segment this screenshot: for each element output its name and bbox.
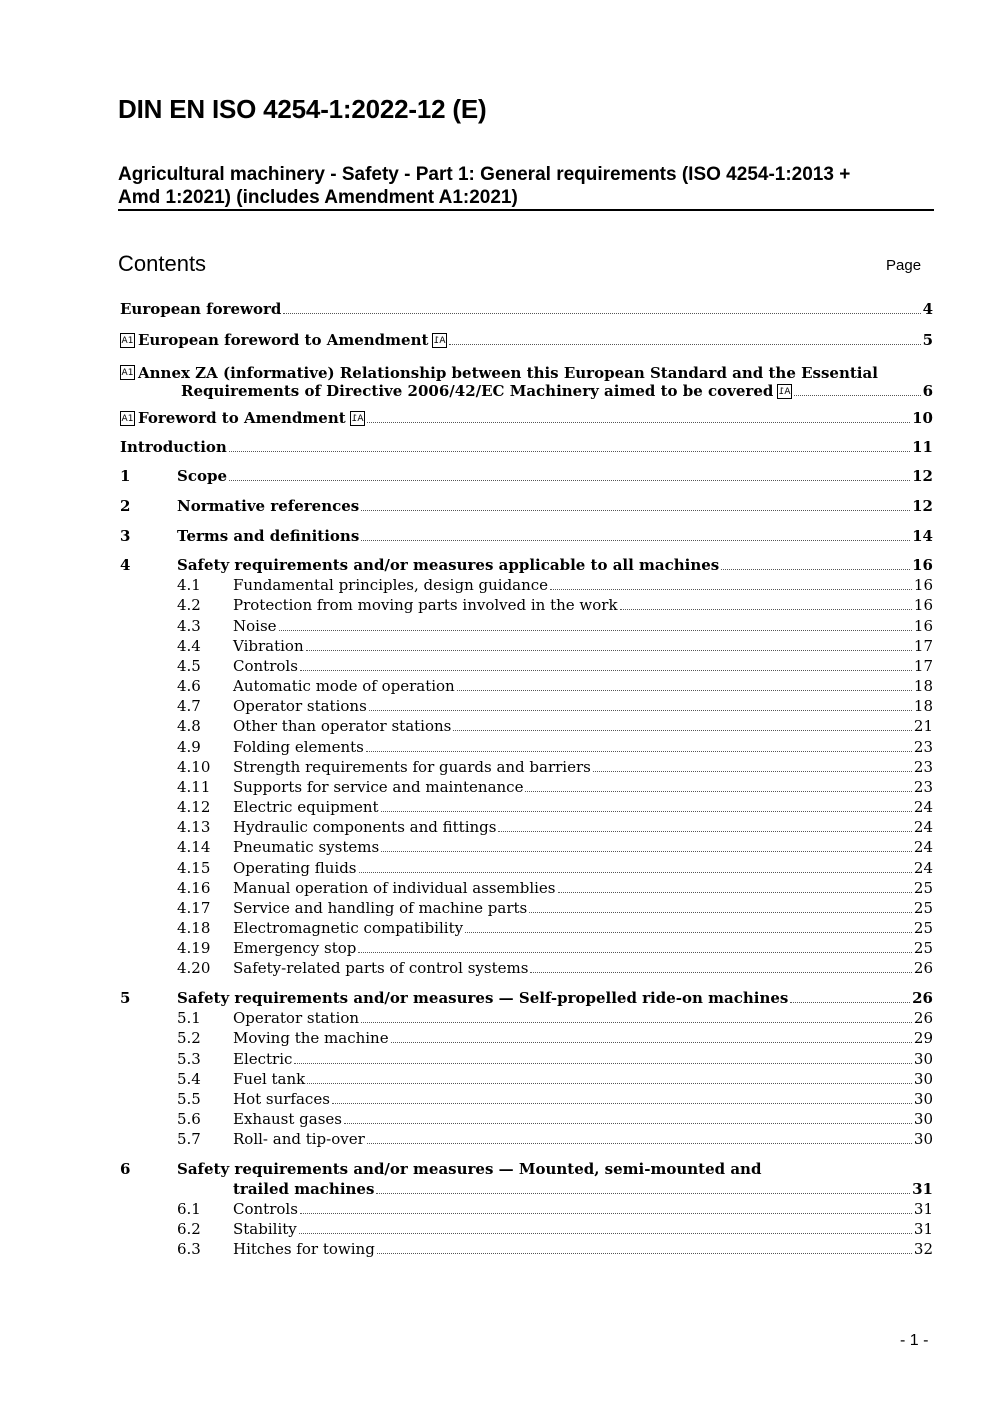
amendment-end-icon: A1 [432, 333, 447, 348]
toc-number: 4.19 [177, 939, 211, 957]
toc-number: 4.12 [177, 798, 211, 816]
toc-title: Safety requirements and/or measures — Mounted, semi-mounted and [177, 1160, 762, 1178]
toc-page: 12 [912, 497, 933, 515]
toc-number: 5.5 [177, 1090, 201, 1108]
toc-page: 14 [912, 527, 933, 545]
toc-number: 4.16 [177, 879, 211, 897]
toc-page: 31 [913, 1220, 933, 1238]
toc-number: 4.17 [177, 899, 211, 917]
toc-number: 1 [120, 467, 131, 485]
toc-title: Vibration [233, 637, 304, 655]
footer-page-number: - 1 - [900, 1332, 929, 1349]
toc-page: 17 [913, 657, 933, 675]
toc-number: 6.3 [177, 1240, 201, 1258]
toc-title: Service and handling of machine parts [233, 899, 528, 917]
toc-number: 4.7 [177, 697, 201, 715]
toc-page: 6 [922, 382, 933, 400]
toc-number: 5.2 [177, 1029, 201, 1047]
document-id: DIN EN ISO 4254-1:2022-12 (E) [118, 94, 487, 124]
toc-title: Pneumatic systems [233, 838, 380, 856]
toc-title: Hydraulic components and fittings [233, 818, 497, 836]
toc-title: Moving the machine [233, 1029, 389, 1047]
toc-number: 4.1 [177, 576, 201, 594]
toc-title: Supports for service and maintenance [233, 778, 524, 796]
toc-title: Fundamental principles, design guidance [233, 576, 549, 594]
amendment-start-icon: A1 [120, 333, 135, 348]
toc-page: 31 [913, 1200, 933, 1218]
toc-title: Safety requirements and/or measures — Self-propelled ride-on machines [177, 989, 789, 1007]
toc-number: 4.6 [177, 677, 201, 695]
toc-number: 5.1 [177, 1009, 201, 1027]
toc-page: 26 [912, 989, 933, 1007]
toc-title: Operating fluids [233, 859, 357, 877]
toc-title: Fuel tank [233, 1070, 306, 1088]
toc-title: European foreword to Amendment [138, 331, 429, 349]
toc-page: 30 [913, 1090, 933, 1108]
toc-title: Exhaust gases [233, 1110, 342, 1128]
toc-page: 26 [913, 1009, 933, 1027]
toc-title: Terms and definitions [177, 527, 360, 545]
toc-number: 4.11 [177, 778, 211, 796]
toc-page: 17 [913, 637, 933, 655]
toc-title: European foreword [120, 300, 282, 318]
amendment-start-icon: A1 [120, 411, 135, 426]
amendment-end-icon: A1 [350, 411, 365, 426]
toc-title: Emergency stop [233, 939, 357, 957]
toc-title: Electric equipment [233, 798, 379, 816]
toc-number: 5.6 [177, 1110, 201, 1128]
toc-title: Automatic mode of operation [233, 677, 455, 695]
toc-page: 25 [913, 919, 933, 937]
page-column-label: Page [886, 257, 922, 274]
toc-title: Electric [233, 1050, 293, 1068]
toc-page: 18 [913, 697, 933, 715]
toc-title: Safety requirements and/or measures applicable to all machines [177, 556, 720, 574]
toc-title-continued: Requirements of Directive 2006/42/EC Machinery aimed to be covered [181, 382, 774, 400]
toc-title: Electromagnetic compatibility [233, 919, 464, 937]
toc-page: 24 [913, 798, 933, 816]
subtitle-line-2: Amd 1:2021) (includes Amendment A1:2021) [118, 187, 518, 208]
toc-page: 26 [913, 959, 933, 977]
toc-number: 3 [120, 527, 131, 545]
toc-number: 4.13 [177, 818, 211, 836]
toc-page: 25 [913, 939, 933, 957]
toc-title: Operator stations [233, 697, 367, 715]
toc-title: Safety-related parts of control systems [233, 959, 529, 977]
toc-page: 12 [912, 467, 933, 485]
toc-number: 6.1 [177, 1200, 201, 1218]
toc-page: 24 [913, 859, 933, 877]
toc-title: Protection from moving parts involved in the work [233, 596, 618, 614]
toc-page: 29 [913, 1029, 933, 1047]
contents-heading: Contents [118, 251, 207, 276]
toc-number: 4.10 [177, 758, 211, 776]
toc-page: 4 [922, 300, 933, 318]
toc-number: 4.14 [177, 838, 211, 856]
toc-page: 5 [922, 331, 933, 349]
toc-number: 4.8 [177, 717, 201, 735]
toc-page: 11 [912, 438, 933, 456]
toc-page: 18 [913, 677, 933, 695]
toc-title: Introduction [120, 438, 227, 456]
toc-title: Roll- and tip-over [233, 1130, 365, 1148]
toc-number: 4.3 [177, 617, 201, 635]
toc-number: 4.20 [177, 959, 211, 977]
toc-page: 31 [912, 1180, 933, 1198]
toc-page: 23 [913, 738, 933, 756]
toc-number: 5.4 [177, 1070, 201, 1088]
toc-page: 32 [913, 1240, 933, 1258]
toc-number: 4 [120, 556, 131, 574]
toc-title: Scope [177, 467, 228, 485]
toc-title: Controls [233, 1200, 298, 1218]
toc-page: 30 [913, 1050, 933, 1068]
toc-entry[interactable] [120, 360, 933, 402]
toc-number: 4.18 [177, 919, 211, 937]
toc-number: 4.5 [177, 657, 201, 675]
toc-number: 6.2 [177, 1220, 201, 1238]
toc-page: 24 [913, 838, 933, 856]
toc-title: Operator station [233, 1009, 360, 1027]
toc-page: 24 [913, 818, 933, 836]
amendment-end-icon: A1 [777, 384, 792, 399]
toc-title: Manual operation of individual assemblies [233, 879, 556, 897]
toc-page: 23 [913, 778, 933, 796]
toc-number: 4.15 [177, 859, 211, 877]
toc-number: 4.9 [177, 738, 201, 756]
toc-page: 16 [912, 556, 933, 574]
toc-page: 16 [913, 617, 933, 635]
toc-page: 30 [913, 1070, 933, 1088]
toc-page: 23 [913, 758, 933, 776]
toc-title: Foreword to Amendment [138, 409, 346, 427]
toc-title: Strength requirements for guards and barriers [233, 758, 591, 776]
toc-page: 16 [913, 596, 933, 614]
toc-title: Normative references [177, 497, 360, 515]
toc-entry[interactable] [120, 1159, 933, 1199]
toc-number: 4.2 [177, 596, 201, 614]
toc-title: Hitches for towing [233, 1240, 375, 1258]
toc-title: Stability [233, 1220, 297, 1238]
toc-page: 21 [913, 717, 933, 735]
toc-number: 5.3 [177, 1050, 201, 1068]
subtitle-line-1: Agricultural machinery - Safety - Part 1: General requirements (ISO 4254-1:2013 + [118, 164, 851, 185]
toc-page: 16 [913, 576, 933, 594]
toc-page: 10 [912, 409, 933, 427]
toc-page: 30 [913, 1110, 933, 1128]
amendment-start-icon: A1 [120, 365, 135, 380]
toc-title: Folding elements [233, 738, 364, 756]
toc-number: 2 [120, 497, 131, 515]
toc-title-continued: trailed machines [233, 1180, 375, 1198]
toc-page: 25 [913, 899, 933, 917]
toc-title: Other than operator stations [233, 717, 452, 735]
toc-title: Controls [233, 657, 298, 675]
toc-title: Noise [233, 617, 277, 635]
toc-number: 4.4 [177, 637, 201, 655]
toc-title: Hot surfaces [233, 1090, 330, 1108]
toc-page: 30 [913, 1130, 933, 1148]
toc-number: 5 [120, 989, 131, 1007]
toc-page: 25 [913, 879, 933, 897]
toc-number: 6 [120, 1160, 131, 1178]
toc-number: 5.7 [177, 1130, 201, 1148]
toc-title: Annex ZA (informative) Relationship between this European Standard and the Essential [138, 363, 878, 382]
